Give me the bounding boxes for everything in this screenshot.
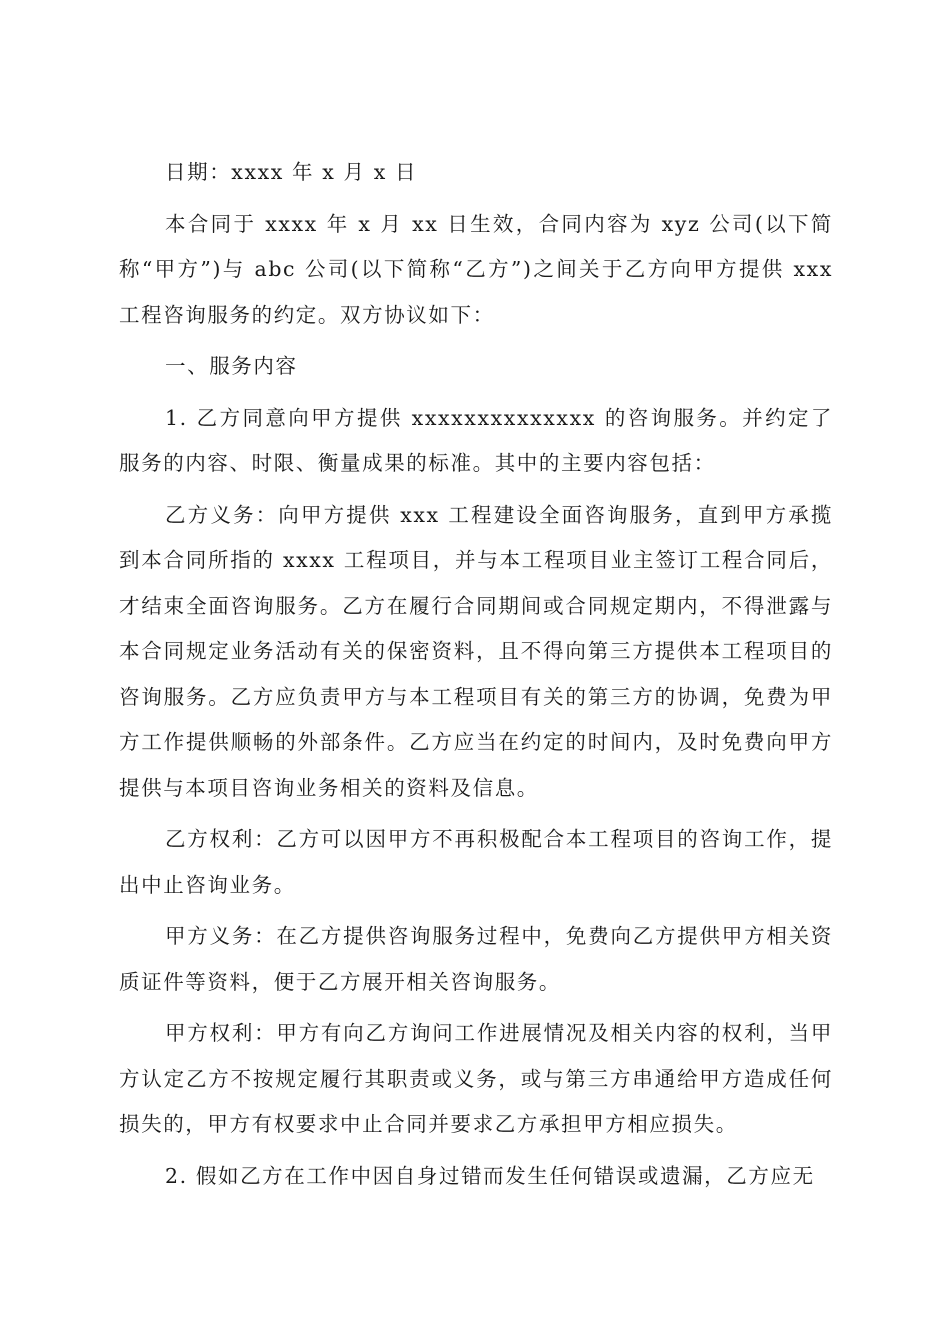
contract-intro-paragraph: 本合同于 xxxx 年 x 月 xx 日生效，合同内容为 xyz 公司(以下简称“甲方”)与 abc 公司(以下简称“乙方”)之间关于乙方向甲方提供 xxx 工程咨询服务的约定。双方协议如下： [119,211,833,327]
date-line: 日期：xxxx 年 x 月 x 日 [165,160,418,184]
clause-2-paragraph: 2. 假如乙方在工作中因自身过错而发生任何错误或遗漏，乙方应无 [165,1163,815,1188]
document-body [119,150,833,1199]
party-b-rights-paragraph: 乙方权利：乙方可以因甲方不再积极配合本工程项目的咨询工作，提出中止咨询业务。 [119,827,833,897]
section-heading-service-content: 一、服务内容 [165,354,298,378]
party-b-obligations-paragraph: 乙方义务：向甲方提供 xxx 工程建设全面咨询服务，直到甲方承揽到本合同所指的 xxxx 工程项目，并与本工程项目业主签订工程合同后，才结束全面咨询服务。乙方在履行合同期间或合同规定期内，不得泄露与本合同规定业务活动有关的保密资料，且不得向第三方提供本工程项目的咨询服务。乙方应负责甲方与本工程项目有关的第三方的协调，免费为甲方工作提供顺畅的外部条件。乙方应当在约定的时间内，及时免费向甲方提供与本项目咨询业务相关的资料及信息。 [119,502,833,800]
party-a-obligations-paragraph: 甲方义务：在乙方提供咨询服务过程中，免费向乙方提供甲方相关资质证件等资料，便于乙方展开相关咨询服务。 [119,924,833,994]
party-a-rights-paragraph: 甲方权利：甲方有向乙方询问工作进展情况及相关内容的权利，当甲方认定乙方不按规定履行其职责或义务，或与第三方串通给甲方造成任何损失的，甲方有权要求中止合同并要求乙方承担甲方相应损失。 [119,1021,833,1136]
clause-1-paragraph: 1. 乙方同意向甲方提供 xxxxxxxxxxxxxx 的咨询服务。并约定了服务的内容、时限、衡量成果的标准。其中的主要内容包括： [119,405,833,475]
